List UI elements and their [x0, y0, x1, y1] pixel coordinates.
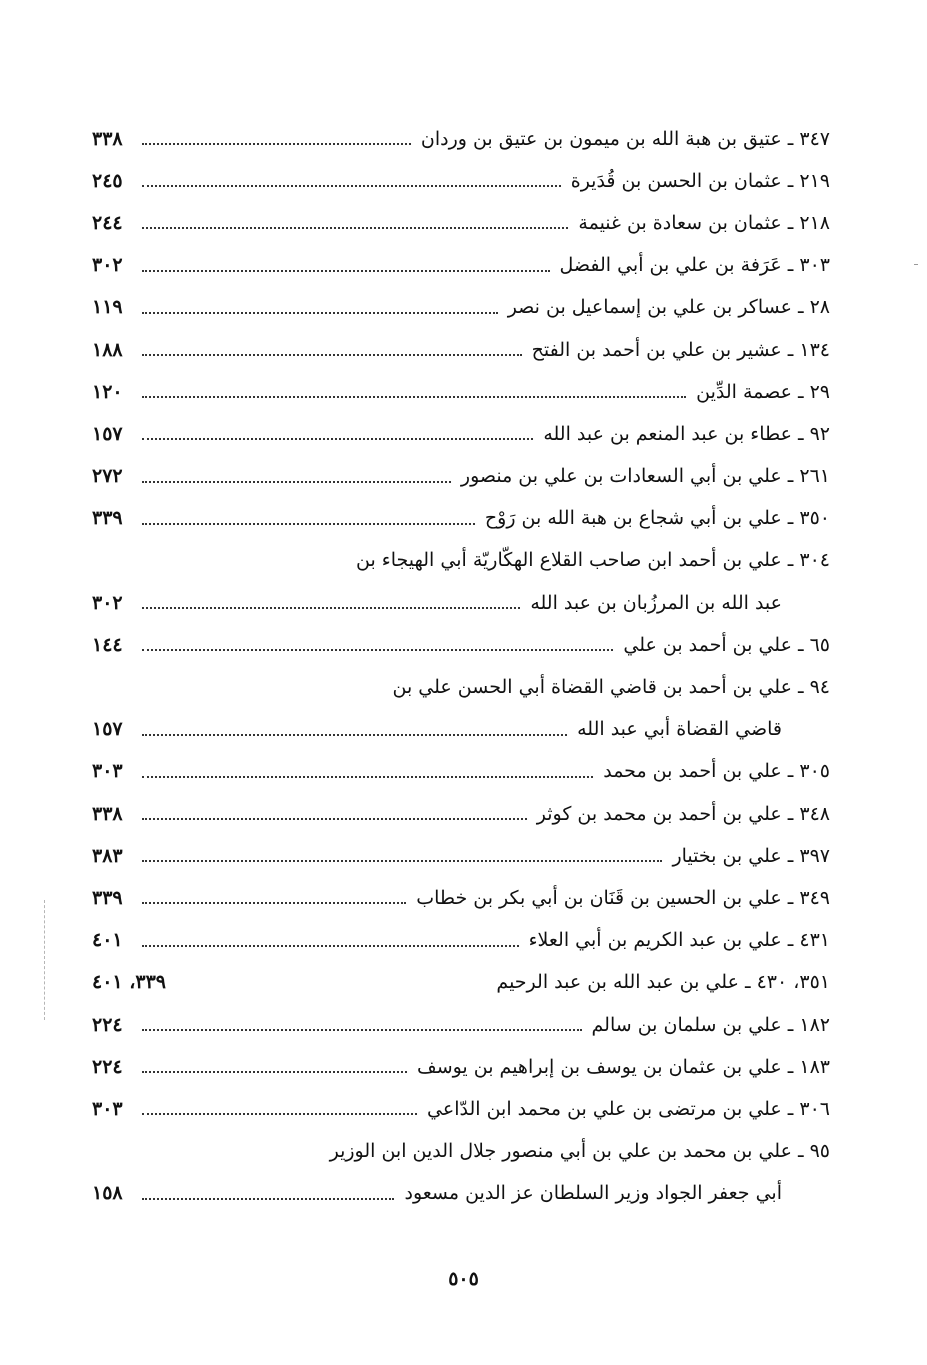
- page-reference: ١٨٨: [92, 338, 123, 361]
- entry-name: ٣٥٠ ـ علي بن أبي شجاع بن هبة الله بن رَوْح: [484, 507, 830, 530]
- dot-leader: [142, 227, 568, 229]
- dot-leader: [142, 270, 550, 272]
- entry-name: ٣٠٥ ـ علي بن أحمد بن محمد: [603, 760, 830, 783]
- dot-leader: [142, 945, 519, 947]
- entry-name: ٣٠٣ ـ عَرَفة بن علي بن أبي الفضل: [559, 254, 830, 277]
- entry-name: ٢١٩ ـ عثمان بن الحسن بن قُدَيرة: [570, 169, 830, 192]
- page-reference: ٢٤٥: [92, 169, 123, 192]
- entry-name: ٣٤٩ ـ علي بن الحسين بن قَنَان بن أبي بكر بن خطاب: [416, 886, 830, 909]
- page-reference: ٣٠٣: [92, 760, 123, 783]
- dot-leader: [142, 902, 406, 904]
- entry-name: ١٨٢ ـ علي بن سلمان بن سالم: [591, 1013, 830, 1036]
- entry-name: قاضي القضاة أبي عبد الله: [577, 718, 782, 741]
- entry-name: ٣٤٨ ـ علي بن أحمد بن محمد بن كوثر: [536, 802, 830, 825]
- index-entry: [92, 413, 830, 455]
- dot-leader: [142, 860, 662, 862]
- page-reference: ٣٣٨: [92, 802, 123, 825]
- page-reference: ٢٢٤: [92, 1013, 123, 1036]
- page-reference: ١٥٧: [92, 718, 123, 741]
- entry-name: ٤٣١ ـ علي بن عبد الكريم بن أبي العلاء: [528, 929, 830, 952]
- dot-leader: [142, 1113, 417, 1115]
- page-reference: ٢٤٤: [92, 211, 123, 234]
- entry-name: ٩٢ ـ عطاء بن عبد المنعم بن عبد الله: [543, 422, 830, 445]
- dot-leader: [142, 776, 593, 778]
- entry-name: ٣٥١، ٤٣٠ ـ علي بن عبد الله بن عبد الرحيم: [496, 971, 830, 994]
- entry-name: ٣٠٤ ـ علي بن أحمد ابن صاحب القلاع الهكّاريّة أبي الهيجاء بن: [356, 549, 830, 572]
- index-entry: [92, 709, 830, 751]
- index-entry: [92, 835, 830, 877]
- entry-name: ٢٩ ـ عصمة الدِّين: [696, 380, 830, 403]
- dot-leader: [142, 1029, 582, 1031]
- index-entry: [92, 751, 830, 793]
- index-entry: [92, 498, 830, 540]
- dot-leader: [142, 523, 475, 525]
- index-entry: [92, 160, 830, 202]
- scan-speck: [914, 264, 918, 265]
- dot-leader: [142, 734, 567, 736]
- dot-leader: [142, 607, 520, 609]
- index-entry: [92, 793, 830, 835]
- index-entry: [92, 1088, 830, 1130]
- index-entry: [92, 202, 830, 244]
- index-entry: [92, 540, 830, 582]
- dot-leader: [142, 1071, 407, 1073]
- dot-leader: [142, 354, 522, 356]
- index-entry: [92, 371, 830, 413]
- entry-name: ٢٦١ ـ علي بن أبي السعادات بن علي بن منصور: [460, 465, 830, 488]
- dot-leader: [142, 1198, 394, 1200]
- index-entry: [92, 877, 830, 919]
- dot-leader: [142, 312, 498, 314]
- page-reference: ٢٧٢: [92, 465, 123, 488]
- index-entry: [92, 456, 830, 498]
- index-entry: [92, 666, 830, 708]
- page-reference: ٣٠٢: [92, 591, 123, 614]
- entry-name: ١٨٣ ـ علي بن عثمان بن يوسف بن إبراهيم بن يوسف: [417, 1055, 830, 1078]
- page-number: ٥٠٥: [448, 1268, 479, 1290]
- entry-name: ٩٤ ـ علي بن أحمد بن قاضي القضاة أبي الحسن علي بن: [392, 676, 830, 699]
- page-reference: ١٢٠: [92, 380, 123, 403]
- index-entry: [92, 329, 830, 371]
- index-entry: [92, 1173, 830, 1215]
- entry-name: ٣٠٦ ـ علي بن مرتضى بن علي بن محمد ابن الدّاعي: [427, 1097, 830, 1120]
- index-entry: [92, 962, 830, 1004]
- dot-leader: [142, 438, 533, 440]
- index-entry: [92, 582, 830, 624]
- page-reference: ١٥٨: [92, 1182, 123, 1205]
- page-reference: ٣٠٣: [92, 1097, 123, 1120]
- index-entry: [92, 245, 830, 287]
- dot-leader: [142, 818, 527, 820]
- entry-name: ٩٥ ـ علي بن محمد بن علي بن أبي منصور جلال الدين ابن الوزير: [329, 1140, 830, 1163]
- entry-name: ١٣٤ ـ عشير بن علي بن أحمد بن الفتح: [531, 338, 830, 361]
- margin-mark: [44, 900, 45, 1020]
- index-entry: [92, 1046, 830, 1088]
- dot-leader: [142, 481, 451, 483]
- entry-name: ٢١٨ ـ عثمان بن سعادة بن غنيمة: [578, 211, 830, 234]
- entry-name: عبد الله بن المرزُبان بن عبد الله: [530, 591, 782, 614]
- index-entry: [92, 1131, 830, 1173]
- dot-leader: [142, 143, 411, 145]
- index-entry: [92, 118, 830, 160]
- page-reference: ٢٢٤: [92, 1055, 123, 1078]
- index-entry: [92, 920, 830, 962]
- page-reference: ٣٣٩: [92, 507, 123, 530]
- dot-leader: [142, 396, 686, 398]
- page-reference: ٣٣٨: [92, 127, 123, 150]
- index-entry: [92, 624, 830, 666]
- entry-name: ٣٤٧ ـ عتيق بن هبة الله بن ميمون بن عتيق بن وردان: [420, 127, 830, 150]
- page-reference: ٣٣٩، ٤٠١: [92, 971, 166, 994]
- entry-name: ٢٨ ـ عساكر بن علي بن إسماعيل بن نصر: [507, 296, 830, 319]
- page-reference: ١٥٧: [92, 422, 123, 445]
- page-reference: ٣٨٣: [92, 844, 123, 867]
- index-list: [92, 118, 830, 1215]
- dot-leader: [142, 185, 561, 187]
- page-reference: ٤٠١: [92, 929, 123, 952]
- index-entry: [92, 1004, 830, 1046]
- page-reference: ٣٠٢: [92, 254, 123, 277]
- index-entry: [92, 287, 830, 329]
- entry-name: أبي جعفر الجواد وزير السلطان عز الدين مسعود: [404, 1182, 782, 1205]
- dot-leader: [142, 649, 613, 651]
- entry-name: ٣٩٧ ـ علي بن بختيار: [672, 844, 830, 867]
- page-reference: ١٤٤: [92, 633, 123, 656]
- page-reference: ٣٣٩: [92, 886, 123, 909]
- page-reference: ١١٩: [92, 296, 123, 319]
- entry-name: ٦٥ ـ علي بن أحمد بن علي: [623, 633, 830, 656]
